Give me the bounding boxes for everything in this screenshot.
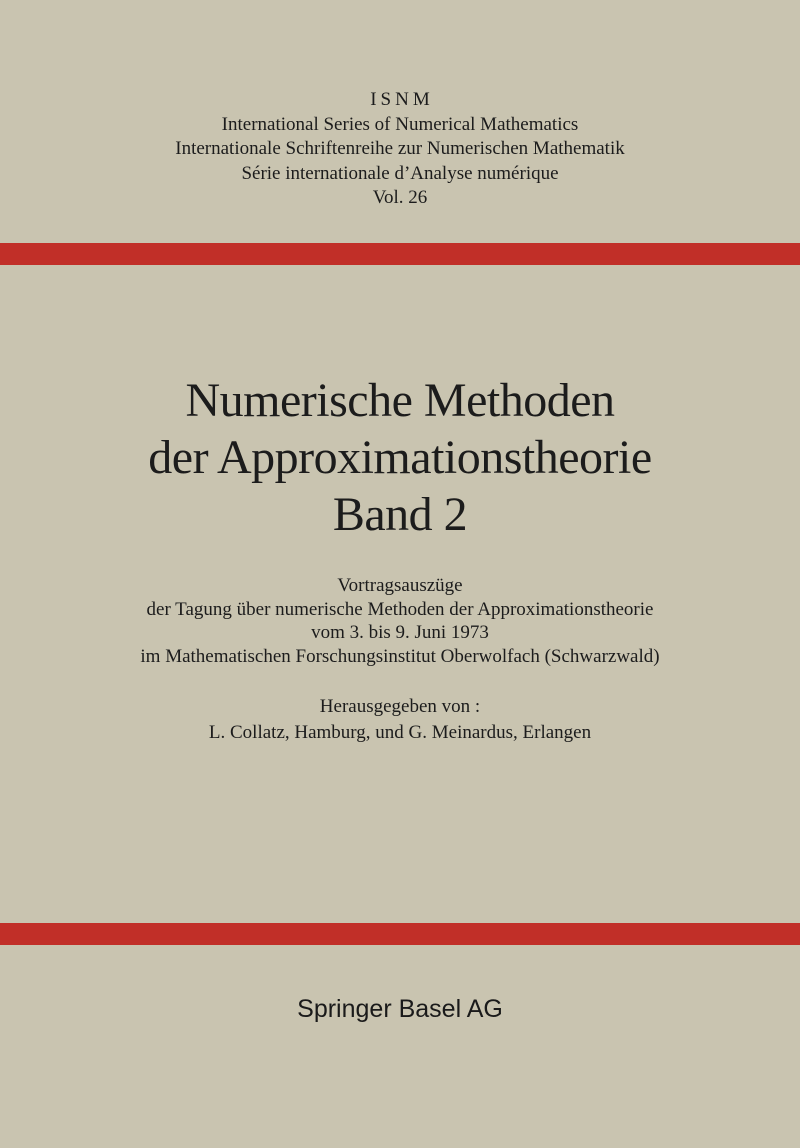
series-name-german: Internationale Schriftenreihe zur Numerischen Mathematik <box>175 138 625 159</box>
series-name-french: Série internationale d’Analyse numérique <box>241 162 559 184</box>
editors <box>0 694 800 746</box>
subtitle-line-1: Vortragsauszüge <box>337 575 463 596</box>
title-line-2: der Approximationstheorie <box>148 431 652 484</box>
series-info <box>0 88 800 211</box>
publisher-name: Springer Basel AG <box>297 995 503 1023</box>
book-subtitle <box>0 574 800 668</box>
subtitle-line-2: der Tagung über numerische Methoden der Approximationstheorie <box>146 598 654 620</box>
title-line-1: Numerische Methoden <box>185 374 615 427</box>
bottom-red-band <box>0 923 800 945</box>
editors-label: Herausgegeben von : <box>319 696 481 717</box>
top-red-band <box>0 243 800 265</box>
series-volume: Vol. 26 <box>372 187 428 208</box>
series-abbreviation: ISNM <box>370 89 434 110</box>
series-name-english: International Series of Numerical Mathematics <box>221 113 579 135</box>
subtitle-line-3: vom 3. bis 9. Juni 1973 <box>311 622 489 643</box>
title-line-3: Band 2 <box>332 488 468 541</box>
subtitle-line-4: im Mathematischen Forschungsinstitut Oberwolfach (Schwarzwald) <box>140 645 660 667</box>
editors-names: L. Collatz, Hamburg, und G. Meinardus, Erlangen <box>208 722 592 743</box>
book-title <box>0 372 800 543</box>
